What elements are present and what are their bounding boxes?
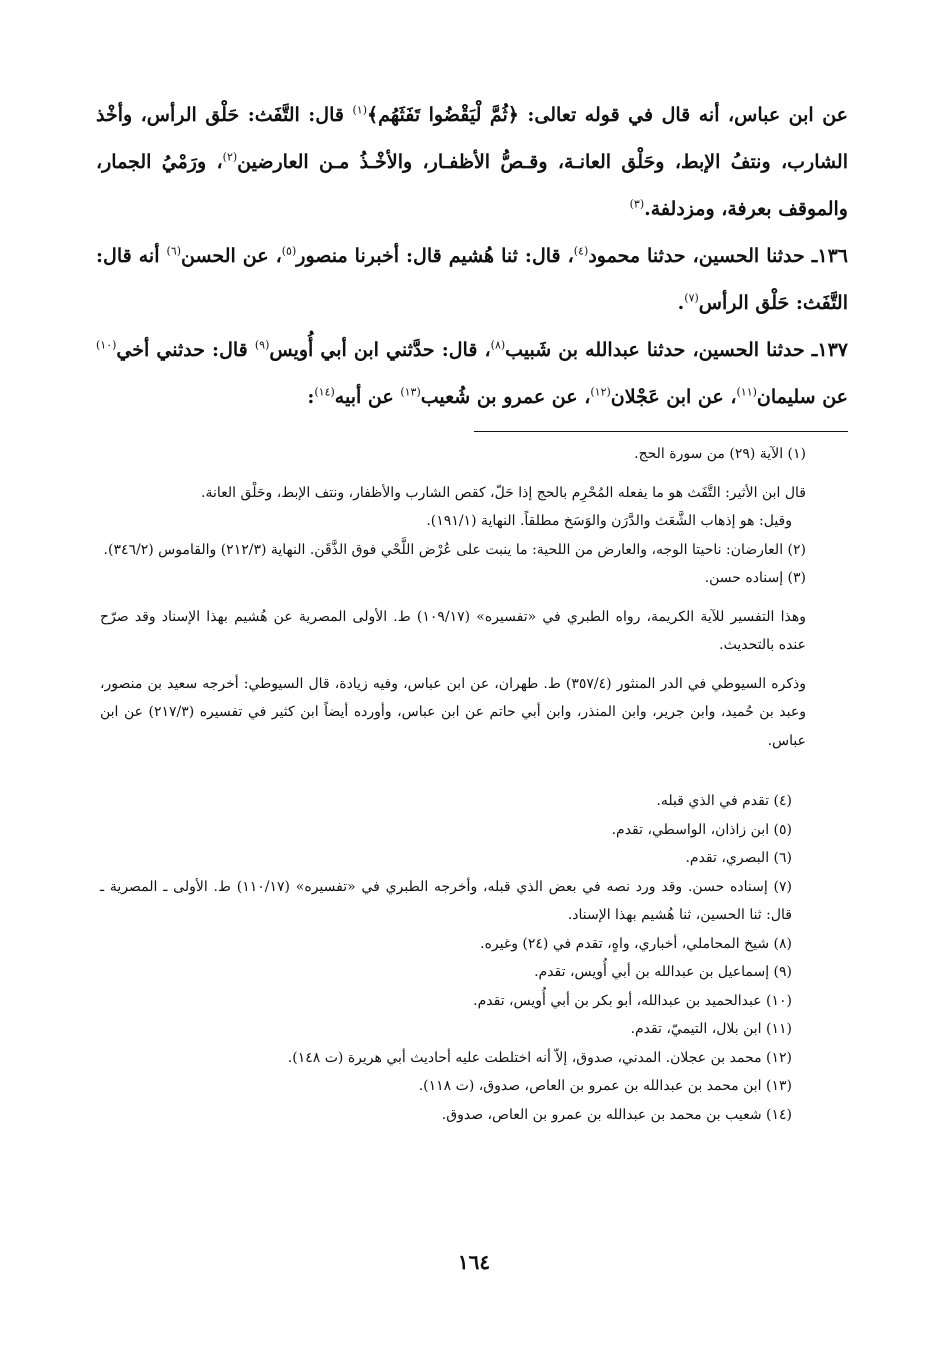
footnote-ref: (١٣) (400, 385, 421, 399)
footnote: قال ابن الأثير: التَّفَث هو ما يفعله المُحْرِم بالحج إذا حَلّ، كقص الشارب والأظفار، ونتف الإبط، وحَلْق العانة. (201, 484, 806, 501)
footnote-ref: (١٤) (314, 385, 335, 399)
footnote-ref: (٤) (573, 244, 589, 258)
main-text (96, 92, 848, 421)
footnote: (٦) البصري، تقدم. (685, 850, 792, 866)
footnote-ref: (١١) (736, 385, 757, 399)
footnote-separator (474, 431, 848, 432)
footnote: (٨) شيخ المحاملي، أخباري، واهٍ، تقدم في (٢٤) وغيره. (480, 935, 792, 952)
footnote: (٩) إسماعيل بن عبدالله بن أبي أُويس، تقدم. (534, 964, 792, 980)
footnotes (100, 440, 848, 1129)
footnote: (٤) تقدم في الذي قبله. (656, 793, 792, 809)
footnote: (٧) إسناده حسن. وقد ورد نصه في بعض الذي قبله، وأخرجه الطبري في «تفسيره» (١١٠/١٧) ط. الأولى ـ المصرية ـ قال: ثنا الحسين، ثنا هُشيم بهذا الإسناد. (100, 878, 792, 923)
footnote: (١) الآية (٢٩) من سورة الحج. (634, 446, 806, 462)
footnote: (٢) العارضان: ناحيتا الوجه، والعارض من اللحية: ما ينبت على عُرْض اللَّحْي فوق الذَّقَن. النهاية (٢١٢/٣) والقاموس (٣٤٦/٢). (103, 541, 806, 558)
footnote-ref: (٧) (684, 291, 699, 305)
footnote-ref: (١٠) (96, 338, 117, 352)
footnote: وهذا التفسير للآية الكريمة، رواه الطبري في «تفسيره» (١٠٩/١٧) ط. الأولى المصرية عن هُشيم بهذا الإسناد وقد صرّح عنده بالتحديث. (100, 608, 806, 653)
footnote: (١١) ابن بلال، التيميّ، تقدم. (630, 1021, 792, 1037)
footnote: (١٢) محمد بن عجلان. المدني، صدوق، إلاّ أنه اختلطت عليه أحاديث أبي هريرة (ت ١٤٨). (287, 1049, 792, 1066)
footnote-ref: (٢) (222, 150, 238, 164)
footnote: (٣) إسناده حسن. (704, 570, 806, 586)
footnote-ref: (٨) (490, 338, 506, 352)
footnote: (١٤) شعيب بن محمد بن عبدالله بن عمرو بن العاص، صدوق. (441, 1106, 792, 1123)
footnote-ref: (١) (352, 103, 367, 117)
paragraph-137: ١٣٧ـ حدثنا الحسين، حدثنا عبدالله بن شَبيب$^{(٨)}$، قال: حدَّثني ابن أبي أُويس$^{(٩)}$ قال: حدثني أخي$^{(١٠)}$ عن سليمان$^{(١١)}$، عن ابن عَجْلان$^{(١٢)}$، عن عمرو بن شُعيب$^{(١٣)}$ عن أبيه$^{(١٤)}$: (96, 338, 848, 408)
footnote-ref: (٣) (629, 197, 645, 211)
paragraph-136: ١٣٦ـ حدثنا الحسين، حدثنا محمود$^{(٤)}$، قال: ثنا هُشيم قال: أخبرنا منصور$^{(٥)}$، عن الحسن$^{(٦)}$ أنه قال: التَّفَث: حَلْق الرأس$^{(٧)}$. (96, 244, 848, 314)
footnote-ref: (٦) (166, 244, 182, 258)
footnote-ref: (٥) (281, 244, 297, 258)
footnote: (١٠) عبدالحميد بن عبدالله، أبو بكر بن أبي أُويس، تقدم. (473, 992, 792, 1009)
footnote: وقيل: هو إذهاب الشَّعَث والدَّرَن والوَسَخ مطلقاً. النهاية (١٩١/١). (426, 513, 792, 529)
paragraph-intro: عن ابن عباس، أنه قال في قوله تعالى: ﴿ثُمَّ لْيَقْضُوا تَفَثَهُم﴾$^{(١)}$ قال: التَّفَث: حَلْق الرأس، وأخْذ الشارب، ونتفُ الإبط، وحَلْق العانـة، وقـصُّ الأظفـار، والأخْـذُ مـن العارضين$^{(٢)}$، ورَمْيُ الجمار، والموقف بعرفة، ومزدلفة.$^{(٣)}$ (96, 103, 848, 220)
footnote: (١٣) ابن محمد بن عبدالله بن عمرو بن العاص، صدوق، (ت ١١٨). (418, 1078, 792, 1094)
footnote: وذكره السيوطي في الدر المنثور (٣٥٧/٤) ط. طهران، عن ابن عباس، وفيه زيادة، قال السيوطي: أخرجه سعيد بن منصور، وعبد بن حُميد، وابن جرير، وابن المنذر، وابن أبي حاتم عن ابن عباس، وأورده أيضاً ابن كثير في تفسيره (٢١٧/٣) عن ابن عباس. (100, 675, 806, 749)
page-number: ١٦٤ (457, 1250, 491, 1274)
footnote-ref: (١٢) (590, 385, 611, 399)
footnote-ref: (٩) (254, 338, 270, 352)
footnote: (٥) ابن زاذان، الواسطي، تقدم. (611, 821, 792, 838)
